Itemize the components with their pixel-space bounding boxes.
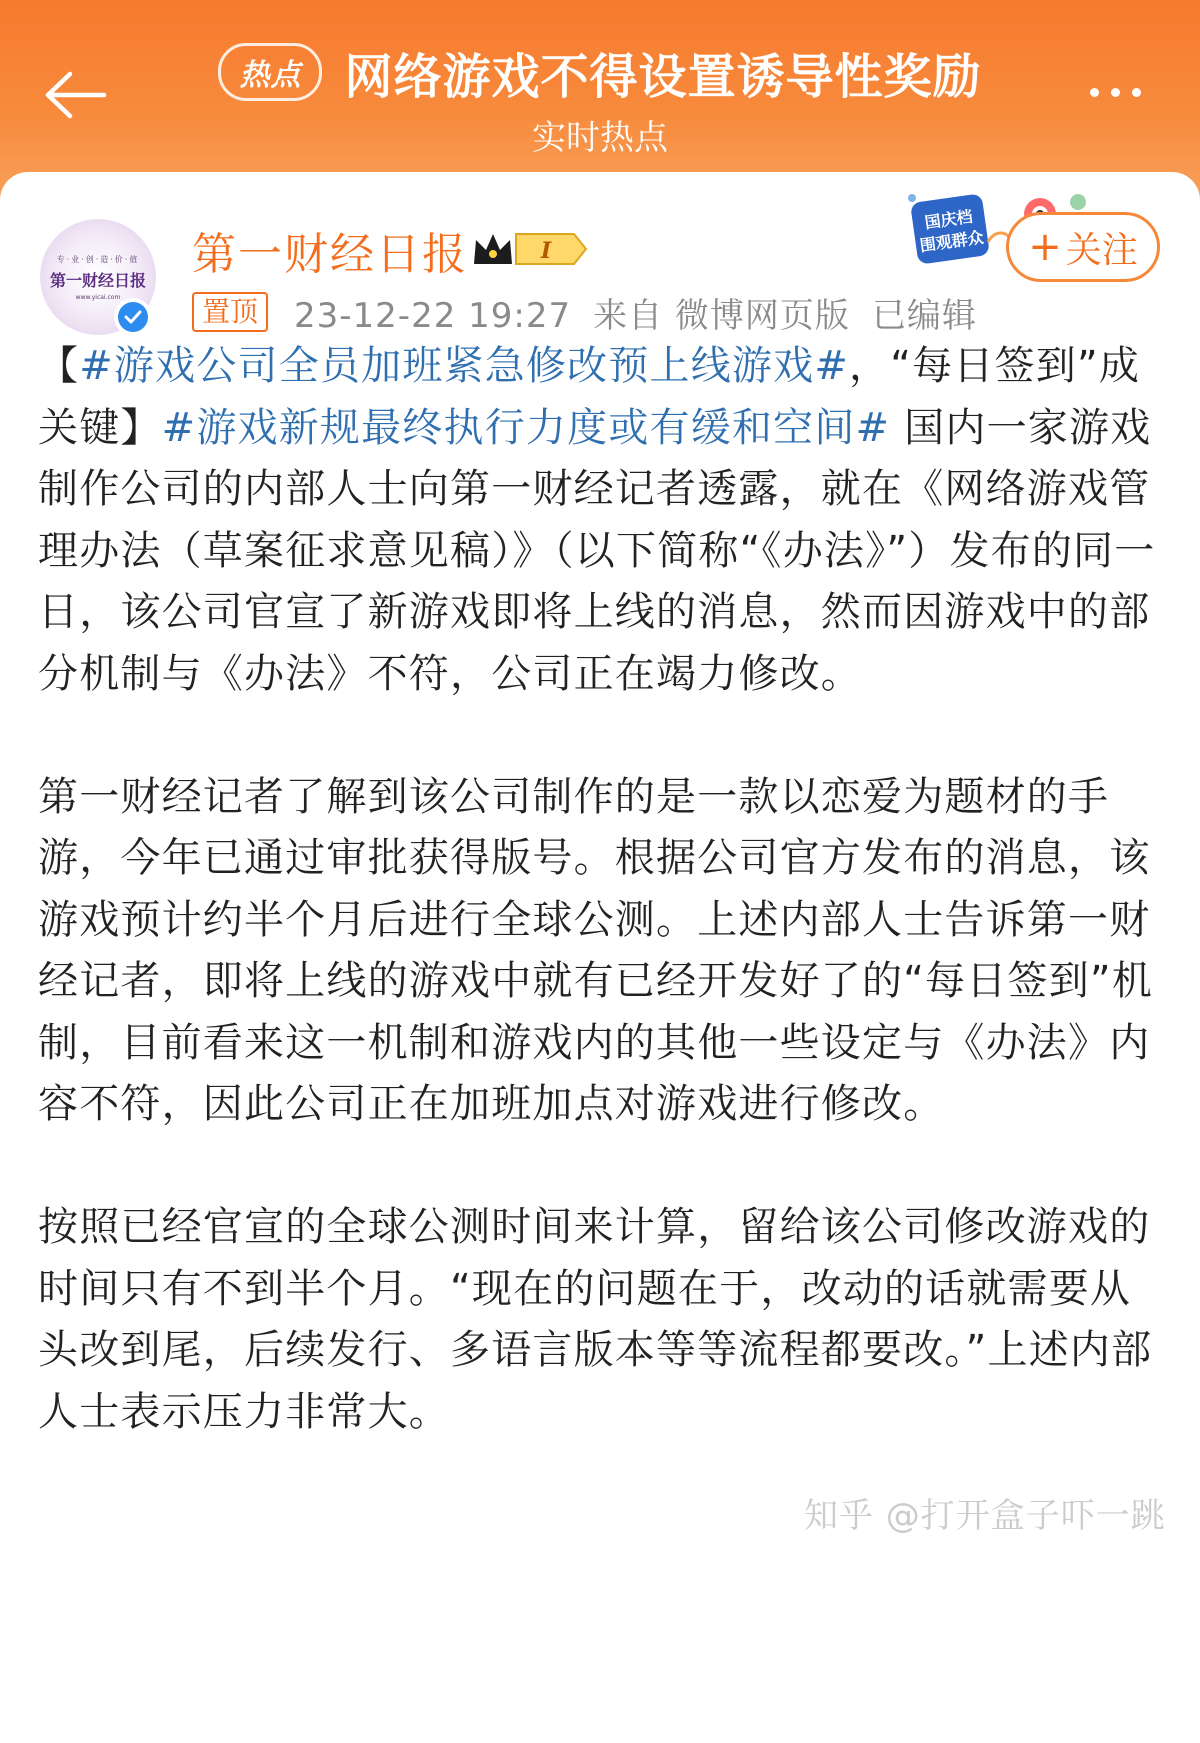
post-source: 来自 微博网页版: [593, 296, 850, 336]
watermark: 知乎 @打开盒子吓一跳: [804, 1496, 1166, 1536]
vip-crown-icon[interactable]: [470, 226, 588, 272]
title-row: [0, 40, 1200, 104]
page-subtitle: 实时热点: [532, 118, 668, 158]
paragraph-3: 按照已经官宣的全球公测时间来计算，留给该公司修改游戏的时间只有不到半个月。“现在的问题在于，改动的话就需要从头改到尾，后续发行、多语言版本等等流程都要改。”上述内部人士表示压力非常大。: [38, 1204, 1153, 1435]
hot-badge: 热点: [218, 43, 322, 101]
paragraph-1: [38, 336, 1166, 705]
vip-level: I: [540, 238, 552, 264]
verified-icon: [114, 298, 152, 336]
more-dots-icon[interactable]: [1090, 88, 1141, 97]
headline-text: ，“每日签到”成关键】: [38, 343, 1141, 451]
avatar-name: 第一财经日报: [49, 270, 146, 290]
pinned-badge: 置顶: [192, 292, 268, 332]
follow-button[interactable]: [1006, 212, 1160, 282]
event-badge-line1: 国庆档: [923, 206, 974, 233]
edited-label[interactable]: 已编辑: [871, 296, 977, 336]
post-meta: [294, 288, 999, 337]
page-title: 网络游戏不得设置诱导性奖励: [344, 48, 982, 105]
topic-link-1[interactable]: #游戏公司全员加班紧急修改预上线游戏#: [79, 343, 850, 389]
follow-label: 关注: [1065, 229, 1138, 271]
post-timestamp: 23-12-22 19:27: [294, 296, 572, 336]
avatar-slogan: 专·业·创·造·价·值: [56, 254, 140, 264]
bracket-open: 【: [38, 343, 80, 389]
paragraph-1-body: 国内一家游戏制作公司的内部人士向第一财经记者透露，就在《网络游戏管理办法（草案征求意见稿）》（以下简称“《办法》”）发布的同一日，该公司官宣了新游戏即将上线的消息，然而因游戏中的部分机制与《办法》不符，公司正在竭力修改。: [38, 404, 1156, 697]
avatar-url: www.yicai.com: [75, 293, 121, 301]
event-badge-line2: 围观群众: [918, 227, 985, 256]
paragraph-2: 第一财经记者了解到该公司制作的是一款以恋爱为题材的手游，今年已通过审批获得版号。根据公司官方发布的消息，该游戏预计约半个月后进行全球公测。上述内部人士告诉第一财经记者，即将上线的游戏中就有已经开发好了的“每日签到”机制，目前看来这一机制和游戏内的其他一些设定与《办法》内容不符，因此公司正在加班加点对游戏进行修改。: [38, 773, 1154, 1127]
plus-icon: +: [1028, 224, 1062, 270]
top-bar: [0, 0, 1200, 200]
author-name[interactable]: 第一财经日报: [192, 229, 468, 280]
post-body: [38, 336, 1166, 1443]
topic-link-2[interactable]: #游戏新规最终执行力度或有缓和空间#: [161, 404, 891, 451]
